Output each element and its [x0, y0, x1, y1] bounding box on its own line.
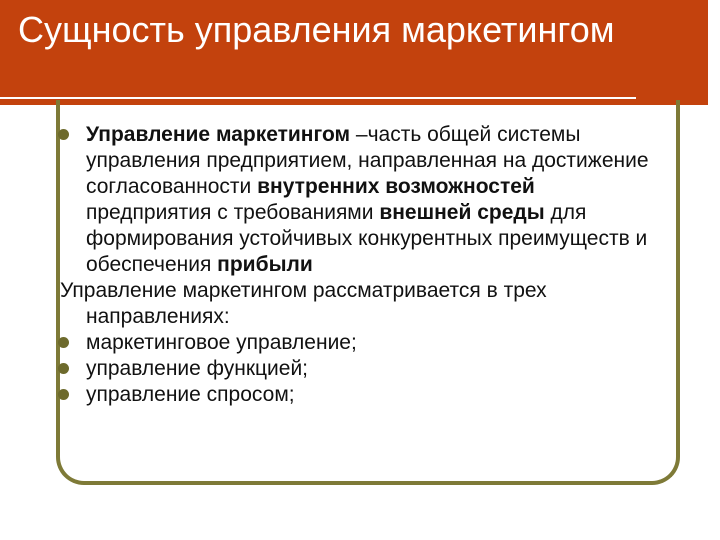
direction-label: маркетинговое управление;	[86, 331, 357, 354]
direction-label: управление спросом;	[86, 383, 295, 406]
definition-bullet	[60, 122, 660, 278]
definition-term: Управление маркетингом	[86, 123, 351, 146]
definition-bold-1: внутренних возможностей	[257, 175, 535, 198]
direction-item	[60, 330, 660, 356]
definition-text-1: –часть общей системы управления предприятием, направленная на достижение согласованности	[86, 123, 649, 198]
bullet-icon	[58, 363, 69, 374]
direction-label: управление функцией;	[86, 357, 309, 380]
title-underline	[0, 97, 636, 99]
definition-text-2: предприятия с требованиями	[86, 201, 380, 224]
directions-intro: Управление маркетингом рассматривается в трех направлениях:	[60, 279, 547, 328]
definition-text-3: для формирования устойчивых конкурентных преимуществ и обеспечения	[86, 201, 648, 276]
bullet-icon	[58, 389, 69, 400]
bullet-icon	[58, 129, 69, 140]
slide-body	[60, 122, 660, 408]
slide-title: Сущность управления маркетингом	[18, 9, 615, 50]
definition-bold-3: прибыли	[217, 253, 313, 276]
direction-item	[60, 356, 660, 382]
title-bar	[0, 0, 708, 105]
bullet-icon	[58, 337, 69, 348]
direction-item	[60, 382, 660, 408]
definition-bold-2: внешней среды	[379, 201, 545, 224]
